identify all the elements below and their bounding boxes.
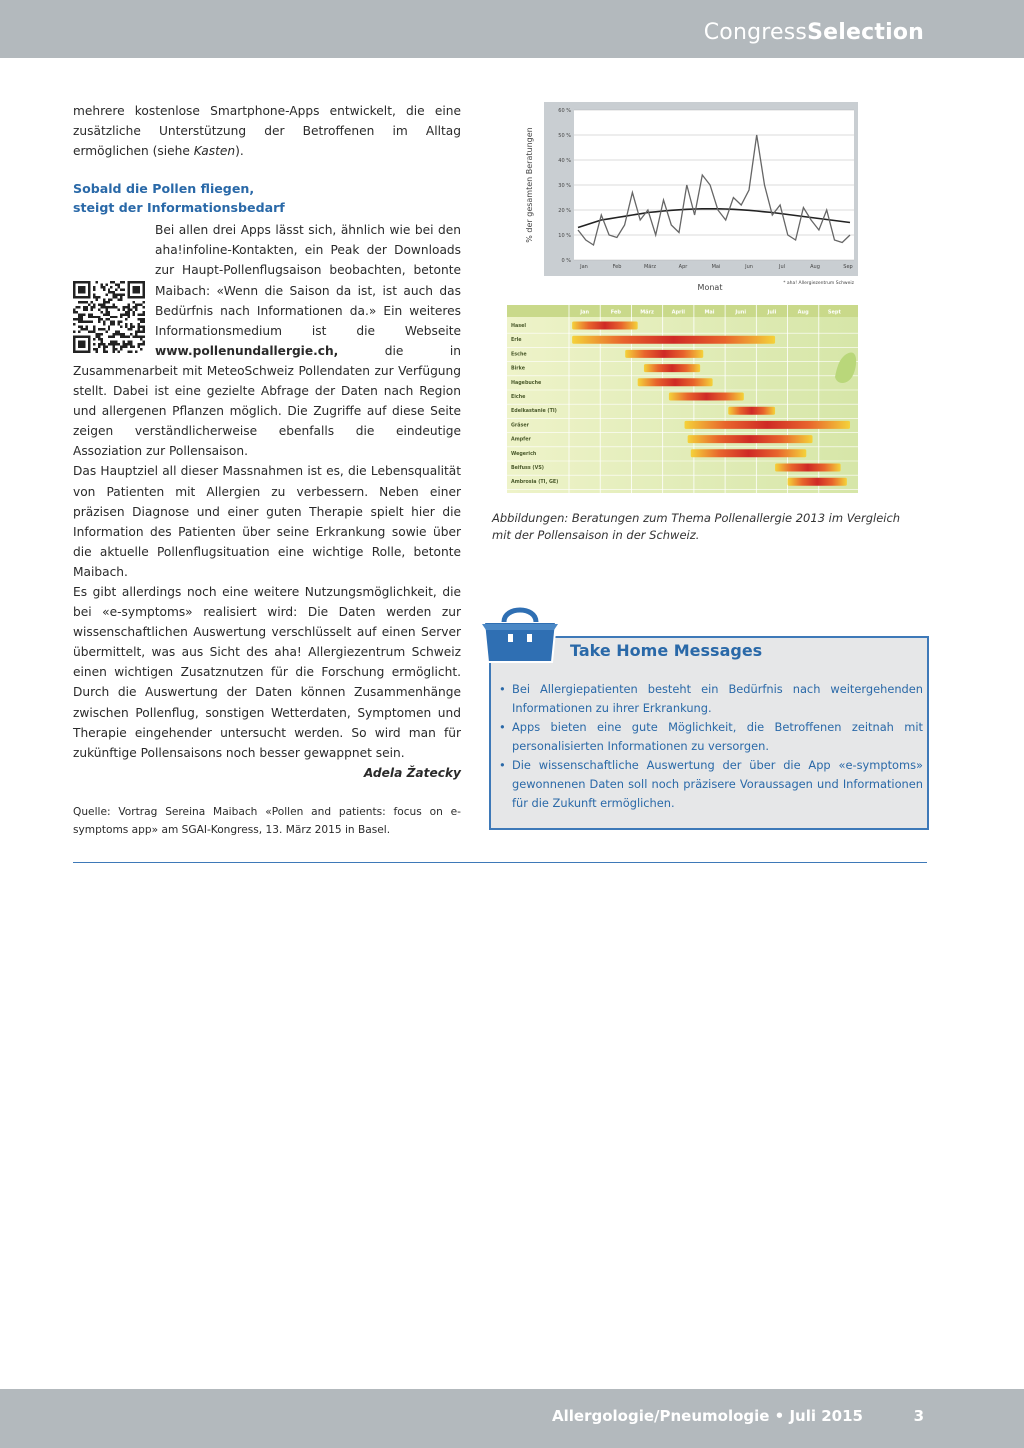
calendar-month-label: März (640, 309, 654, 316)
section-divider (73, 862, 927, 863)
section-heading: Sobald die Pollen fliegen, steigt der Informationsbedarf (73, 181, 285, 216)
calendar-month-label: Juli (767, 309, 777, 316)
footer-journal: Allergologie/Pneumologie • Juli 2015 (552, 1407, 863, 1425)
calendar-month-label: Feb (610, 309, 621, 316)
y-tick-label: 0 % (561, 258, 571, 264)
y-tick-label: 20 % (558, 208, 571, 214)
x-tick-label: Apr (678, 264, 688, 270)
calendar-month-label: Juni (735, 309, 747, 316)
header-bar (0, 0, 1024, 58)
x-tick-label: Jan (580, 264, 588, 270)
calendar-month-label: Mai (704, 309, 715, 316)
x-tick-label: Sep (843, 264, 853, 270)
calendar-month-label: April (671, 309, 685, 316)
pollen-season-bar (572, 336, 775, 344)
source-note: Quelle: Vortrag Sereina Maibach «Pollen and patients: focus on e-symptoms app» am SGAI-Kongress, 13. März 2015 in Basel. (73, 805, 461, 836)
footer-bar (0, 1389, 1024, 1448)
calendar-month-label: Aug (797, 309, 809, 316)
paragraph-research: Es gibt allerdings noch eine weitere Nutzungsmöglichkeit, die bei «e-symptoms» realisiert wird: Die Daten werden zur wissenschaftlichen Auswertung verschlüsselt auf einen Server übermittelt, was aus Sicht des aha! Allergiezentrum Schweiz einen wichtigen Zusatznutzen für die Forschung ermöglicht. Durch die Auswertung der Daten können Zusammenhänge zwischen Pollenflug, sonstigen Wetterdaten, Symptomen und Therapie eingehender untersucht werden. So wird man für zukünftige Pollensaisons noch besser gewappnet sein. (73, 584, 461, 760)
calendar-plant-label: Esche (511, 352, 527, 358)
calendar-plant-label: Ambrosia (TI, GE) (511, 480, 559, 486)
author-name: Adela Žatecky (363, 765, 461, 780)
take-home-title: Take Home Messages (570, 641, 763, 660)
paragraph-goal: Das Hauptziel all dieser Massnahmen ist es, die Lebensqualität von Patienten mit Allergien zu verbessern. Neben einer präzisen Diagnose und einer guten Therapie spielt hier die Information des Patienten über seine Erkrankung sowie über die aktuelle Pollenflugsituation eine wichtige Rolle, betonte Maibach. (73, 464, 461, 579)
intro-paragraph: mehrere kostenlose Smartphone-Apps entwickelt, die eine zusätzliche Unterstützung der Betroffenen im Alltag ermöglichen (siehe Kasten). (73, 104, 461, 159)
pollen-season-bar (775, 464, 841, 472)
chart-source-note: * aha! Allergiezentrum Schweiz (783, 281, 854, 286)
y-tick-label: 60 % (558, 108, 571, 114)
brand-logo: CongressSelection (703, 20, 924, 45)
pollen-season-bar (788, 478, 847, 486)
figure-caption: Abbildungen: Beratungen zum Thema Pollenallergie 2013 im Vergleich mit der Pollensaison in der Schweiz. (492, 511, 901, 542)
calendar-plant-label: Wegerich (511, 451, 537, 457)
y-tick-label: 30 % (558, 183, 571, 189)
briefcase-icon (478, 600, 562, 666)
calendar-month-label: Jan (580, 309, 590, 316)
calendar-plant-label: Ampfer (511, 437, 531, 443)
calendar-plant-label: Hasel (511, 324, 527, 329)
calendar-plant-label: Beifuss (VS) (511, 466, 544, 471)
x-tick-label: Mai (711, 264, 721, 270)
calendar-plant-label: Edelkastanie (TI) (511, 409, 557, 415)
pollen-season-bar (728, 407, 775, 415)
pollen-season-bar (625, 350, 703, 358)
pollen-season-bar (638, 378, 713, 386)
list-item: • Apps bieten eine gute Möglichkeit, die Betroffenen zeitnah mit personalisierten Informationen zu versorgen. (499, 718, 923, 756)
list-item: • Die wissenschaftliche Auswertung der über die App «e-symptoms» gewonnenen Daten soll noch präzisere Voraussagen und Informationen für die Zukunft ermöglichen. (499, 756, 923, 813)
pollen-calendar (507, 305, 858, 493)
pollen-season-bar (691, 449, 807, 457)
calendar-plant-label: Erle (511, 338, 522, 344)
qr-code[interactable] (73, 281, 145, 353)
calendar-plant-label: Gräser (511, 423, 530, 429)
paragraph-apps: Bei allen drei Apps lässt sich, ähnlich wie bei den aha!infoline-Kontakten, ein Peak der Downloads zur Haupt-Pollenflugsaison beobachten, betonte Maibach: «Wenn die Saison da ist, ist auch das Bedürfnis nach Informationen da.» Ein weiteres Informationsmedium ist die Webseite www.pollenundallergie.ch, die in Zusammenarbeit mit MeteoSchweiz Pollendaten zur Verfügung stellt. Dabei ist eine gezielte Abfrage der Daten nach Region und allergenen Pflanzen möglich. Die Zugriffe auf diese Seite zeigen verständlicherweise ebenfalls die eindeutige Assoziation zur Pollensaison. (73, 223, 461, 459)
consultations-chart (520, 100, 862, 292)
x-axis-label: Monat (697, 283, 723, 292)
website-link[interactable]: www.pollenundallergie.ch, (155, 343, 339, 358)
calendar-plant-label: Hagebuche (511, 380, 542, 386)
calendar-plant-label: Birke (511, 366, 525, 372)
x-tick-label: März (643, 264, 657, 270)
x-tick-label: Feb (612, 264, 622, 270)
x-tick-label: Jun (745, 264, 753, 270)
y-axis-label: % der gesamten Beratungen (525, 127, 534, 243)
pollen-season-bar (685, 421, 850, 429)
calendar-plant-label: Eiche (511, 395, 526, 400)
take-home-list (499, 680, 923, 813)
x-tick-label: Aug (810, 264, 820, 270)
y-tick-label: 50 % (558, 133, 571, 139)
article-column (73, 101, 461, 839)
pollen-season-bar (572, 322, 638, 330)
y-tick-label: 40 % (558, 158, 571, 164)
x-tick-label: Jul (778, 264, 786, 270)
page-number: 3 (913, 1407, 924, 1425)
calendar-month-label: Sept (827, 309, 841, 316)
pollen-season-bar (669, 393, 744, 401)
y-tick-label: 10 % (558, 233, 571, 239)
list-item: • Bei Allergiepatienten besteht ein Bedürfnis nach weitergehenden Informationen zu ihrer Erkrankung. (499, 680, 923, 718)
pollen-season-bar (644, 364, 700, 372)
pollen-season-bar (688, 435, 813, 443)
